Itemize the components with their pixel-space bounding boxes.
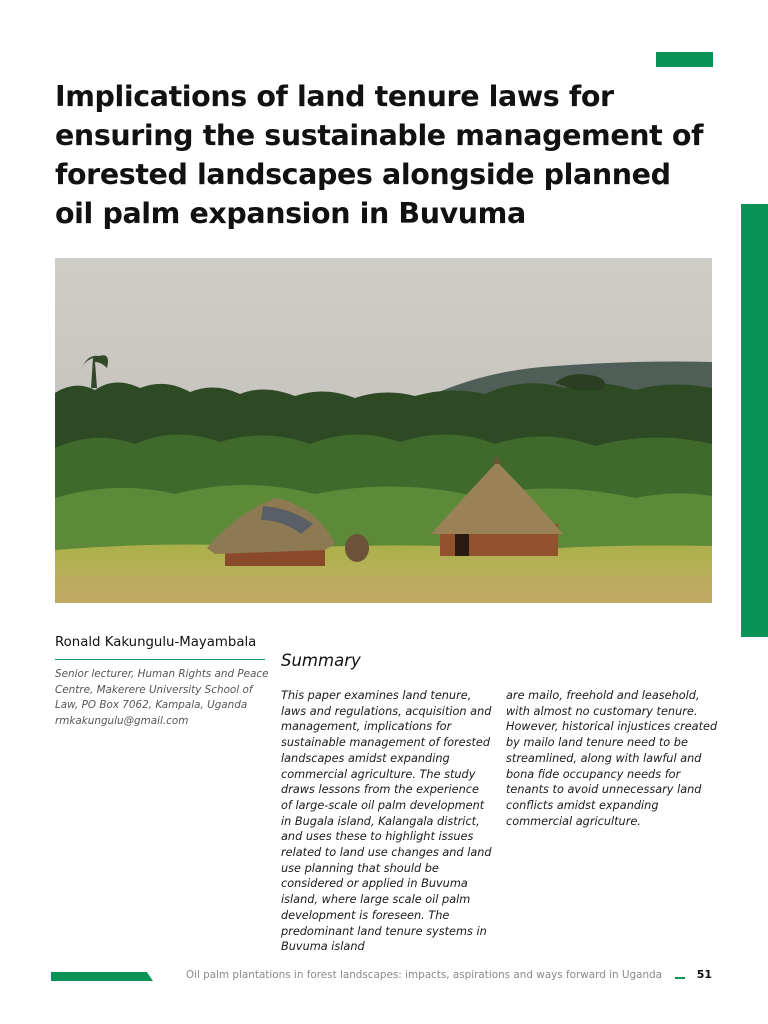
author-divider: [55, 659, 265, 660]
page-number: 51: [696, 968, 712, 981]
summary-column-1: This paper examines land tenure, laws and regulations, acquisition and management, implications for sustainable management of forested landscapes amidst expanding commercial agriculture. The study draws lessons from the experience of large-scale oil palm development in Bugala island, Kalangala district, and uses these to highlight issues related to land use changes and land use planning that should be considered or applied in Buvuma island, where large scale oil palm development is foreseen. The predominant land tenure systems in Buvuma island: [281, 689, 492, 954]
green-side-bar: [741, 204, 768, 637]
footer-dash: [675, 977, 685, 979]
author-affiliation: Senior lecturer, Human Rights and Peace Centre, Makerere University School of Law, PO Box 7062, Kampala, Uganda: [55, 668, 269, 711]
author-affiliation-block: [55, 667, 275, 729]
running-footer-title: Oil palm plantations in forest landscapes: impacts, aspirations and ways forward in Uganda: [185, 969, 662, 981]
footer-accent-bar: [51, 972, 153, 981]
author-email: rmkakungulu@gmail.com: [55, 714, 189, 727]
article-title: Implications of land tenure laws for ensuring the sustainable management of forested landscapes alongside planned oil palm expansion in Buvuma: [55, 80, 704, 230]
landscape-photo: [55, 258, 712, 603]
summary-column-2: are mailo, freehold and leasehold, with almost no customary tenure. However, historical injustices created by mailo land tenure need to be streamlined, along with lawful and bona fide occupancy needs for tenants to avoid unnecessary land conflicts amidst expanding commercial agriculture.: [506, 689, 718, 828]
summary-heading: Summary: [281, 651, 361, 670]
green-accent-tab: [656, 52, 713, 67]
author-name: Ronald Kakungulu-Mayambala: [55, 635, 257, 650]
